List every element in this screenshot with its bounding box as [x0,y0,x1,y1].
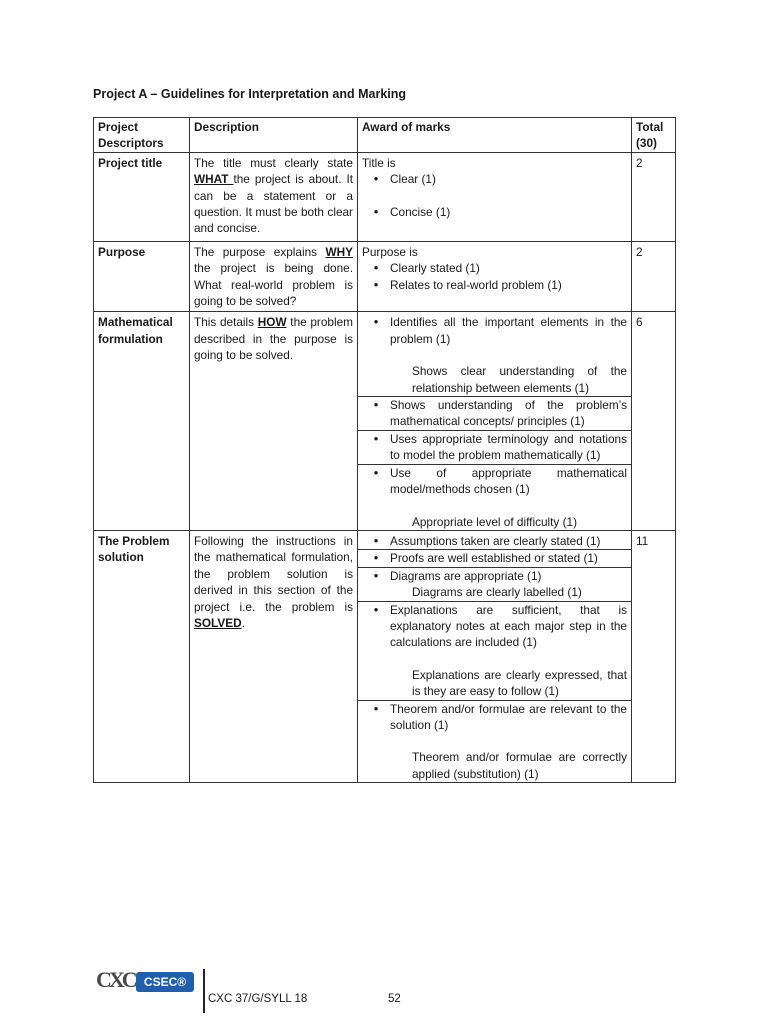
list-item: • Proofs are well established or stated (1) [373,550,598,566]
award-cell: Purpose is • Clearly stated (1) • Relates to real-world problem (1) [358,241,632,312]
total-cell: 6 [632,312,676,530]
table-row [94,152,676,241]
csec-badge: CSEC® [136,972,194,992]
page-footer [96,965,436,1013]
page-title: Project A – Guidelines for Interpretation and Marking [93,87,407,101]
award-note: Shows clear understanding of the relationship between elements (1) [412,364,627,395]
award-cell [358,312,632,530]
list-item: • Use of appropriate mathematical model/methods chosen (1) [373,464,627,497]
list-item: • Clearly stated (1) [373,260,480,276]
descriptor-problem-solution: The Problem solution [94,530,190,782]
header-description: Description [190,118,358,153]
award-note: Theorem and/or formulae are correctly applied (substitution) (1) [412,750,627,781]
table-row [94,530,676,782]
header-award-of-marks: Award of marks [358,118,632,153]
list-item: • Shows understanding of the problem’s mathematical concepts/ principles (1) [373,397,627,429]
total-cell: 2 [632,241,676,312]
description-cell: This details HOW the problem described in the purpose is going to be solved. [190,312,358,530]
list-item: • Theorem and/or formulae are relevant to the solution (1) [373,700,627,732]
cxc-logo-mark: CXC [96,967,135,992]
list-item: • Assumptions taken are clearly stated (1) [373,532,601,548]
header-total: Total (30) [632,118,676,153]
description-cell: The title must clearly state WHAT the project is about. It can be a statement or a question. It must be both clear and concise. [190,152,358,241]
list-item: • Uses appropriate terminology and notations to model the problem mathematically (1) [373,430,627,463]
list-item: • Concise (1) [373,203,451,219]
table-row [94,241,676,312]
page-number: 52 [388,993,401,1005]
table-row [94,312,676,530]
descriptor-mathematical-formulation: Mathematical formulation [94,312,190,530]
award-note: Appropriate level of difficulty (1) [412,514,578,529]
award-note: Explanations are clearly expressed, that is they are easy to follow (1) [412,667,627,699]
marking-table [93,117,676,783]
description-cell: Following the instructions in the mathematical formulation, the problem solution is derived in this section of the project i.e. the problem is SOLVED. [190,530,358,782]
award-cell: Title is • Clear (1) • Concise (1) [358,152,632,241]
list-item: • Relates to real-world problem (1) [373,276,562,292]
syllabus-code: CXC 37/G/SYLL 18 [208,993,308,1005]
list-item: • Clear (1) [373,171,436,187]
descriptor-project-title: Project title [94,152,190,241]
descriptor-purpose: Purpose [94,241,190,312]
list-item: • Identifies all the important elements in the problem (1) [373,314,627,346]
total-cell: 2 [632,152,676,241]
list-item: • Explanations are sufficient, that is explanatory notes at each major step in the calculations are included (1) [373,601,627,650]
total-cell: 11 [632,530,676,782]
list-item: • Diagrams are appropriate (1) [373,567,542,583]
csec-logo [96,965,198,1003]
table-header-row [94,118,676,153]
award-cell [358,530,632,782]
header-project-descriptors: Project Descriptors [94,118,190,153]
award-note: Diagrams are clearly labelled (1) [412,585,582,600]
description-cell: The purpose explains WHY the project is being done. What real-world problem is going to be solved? [190,241,358,312]
footer-divider [203,969,205,1013]
